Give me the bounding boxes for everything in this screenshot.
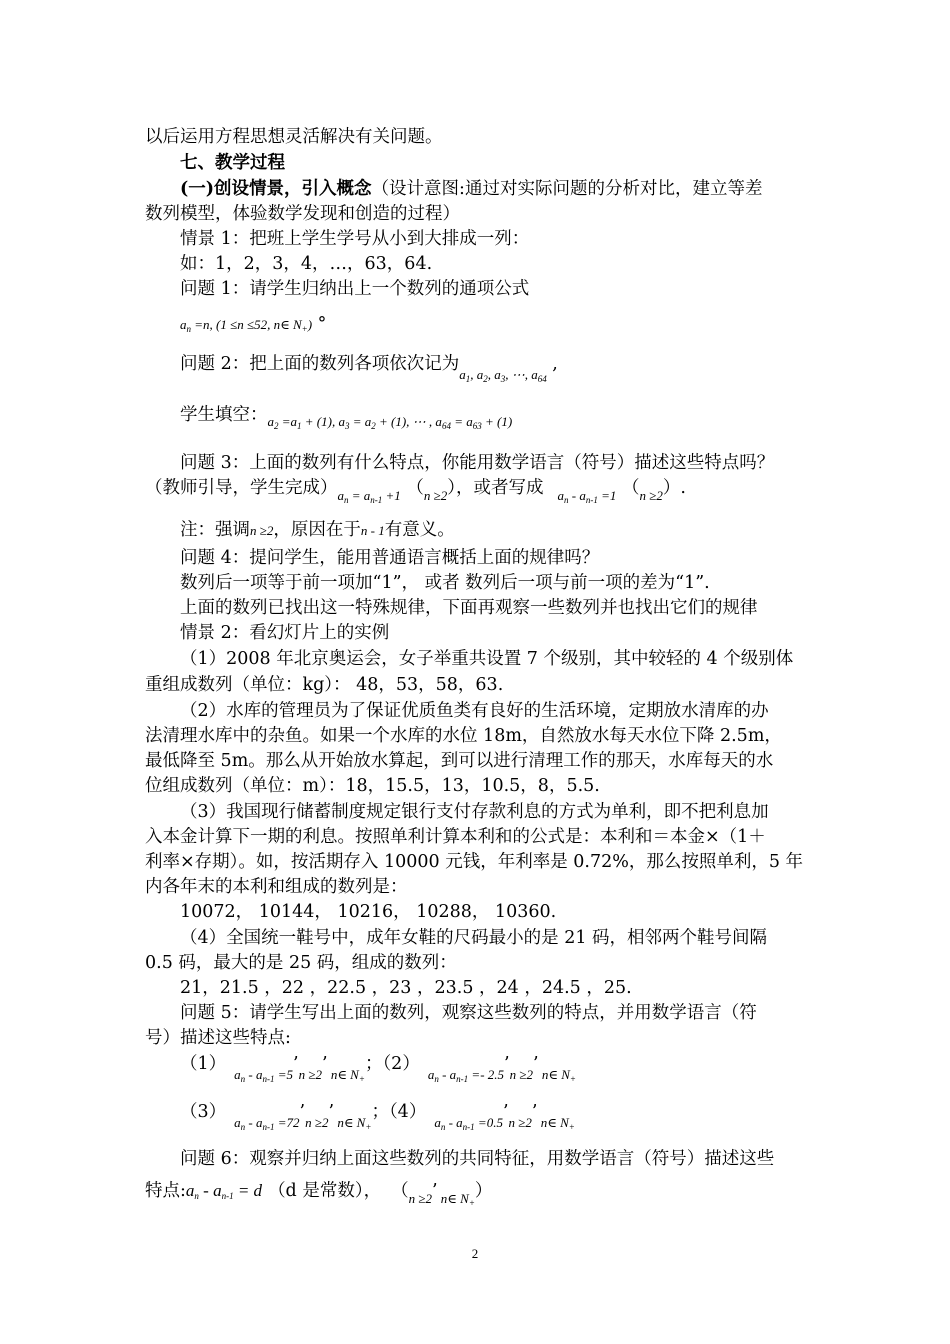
formula: an - an-1 =0.5 xyxy=(434,1115,503,1132)
formula: n ≥2 xyxy=(508,1115,532,1130)
text-line: （2）水库的管理员为了保证优质鱼类有良好的生活环境，定期放水清库的办 xyxy=(180,701,769,721)
formula: a2 =a1 + (1), a3 = a2 + (1), ⋯ , a64 = a63 + (1) xyxy=(267,414,513,431)
text-line: 位组成数列（单位：m）：18，15.5，13，10.5，8，5.5. xyxy=(145,776,600,796)
text-line: 21，21.5 ，22 ，22.5 ，23 ，23.5 ，24 ，24.5 ，25. xyxy=(180,978,632,998)
text-line: 上面的数列已找出这一特殊规律，下面再观察一些数列并也找出它们的规律 xyxy=(180,598,758,618)
text-span: ，或者写成 xyxy=(456,478,544,498)
formula: $a_n - a_{n-1} = d$ xyxy=(185,1181,263,1201)
text-line: 号）描述这些特点: xyxy=(145,1028,291,1048)
formula-constant: 72 xyxy=(286,1115,300,1130)
formula: n∈ N+ xyxy=(334,1115,372,1132)
subsection-heading: (一)创设情景，引入概念 xyxy=(180,179,372,199)
formula: n ≥2 xyxy=(408,1191,432,1206)
item-label: （2） xyxy=(382,1054,420,1074)
formula: an - an-1 =5 xyxy=(234,1067,294,1084)
text-line: 内各年末的本利和组成的数列是： xyxy=(145,877,408,897)
formula: n ≥2 xyxy=(305,1115,329,1130)
formula-constant: 5 xyxy=(286,1067,294,1082)
text-line: 问题 4：提问学生，能用普通语言概括上面的规律吗？ xyxy=(180,548,600,568)
formula: n - 1 xyxy=(360,523,385,538)
text-line: 特点$:a_n - a_{n-1} = d$ （d 是常数）， （$_{n \ge 2}$’ $_{n\in N_+}$） xyxy=(145,1181,493,1208)
formula-constant: 0.5 xyxy=(486,1115,503,1130)
text-line: 如：1，2，3，4，…，63，64. xyxy=(180,254,433,274)
formula: an - an-1 =- 2.5 xyxy=(427,1067,505,1084)
text-line: 10072， 10144， 10216， 10288， 10360. xyxy=(180,902,557,922)
formula-line: $a_n =n$, (1 ≤n ≤52, n∈ $N_+$) ° xyxy=(180,314,327,334)
formula: n ≥2 xyxy=(423,488,448,503)
formula: n ≥2 xyxy=(639,488,663,503)
formula-constant: 2.5 xyxy=(487,1067,505,1082)
text-line xyxy=(180,518,850,543)
text-span: （d 是常数）， xyxy=(268,1181,382,1201)
text-line xyxy=(180,177,850,202)
formula: an - an-1 =72 xyxy=(234,1115,300,1132)
text-span: 学生填空： xyxy=(180,405,268,425)
text-span: 有意义。 xyxy=(384,520,455,540)
text-line: （1）2008 年北京奥运会，女子举重共设置 7 个级别，其中较轻的 4 个级别体 xyxy=(180,649,794,669)
text-line: 问题 5：请学生写出上面的数列，观察这些数列的特点，并用数学语言（符 xyxy=(180,1003,757,1023)
text-line: 情景 2：看幻灯片上的实例 xyxy=(180,623,390,643)
text-line: 问题 6：观察并归纳上面这些数列的共同特征，用数学语言（符号）描述这些 xyxy=(180,1149,775,1169)
formula: n ≥2 xyxy=(509,1067,533,1082)
formula: n∈ N+ xyxy=(538,1067,576,1084)
text-line: 数列后一项等于前一项加“1”， 或者 数列后一项与前一项的差为“1”. xyxy=(180,573,710,593)
formula: a1, a2, a3, ⋯, a64 xyxy=(459,367,547,384)
formula-line: $(1)_{a_n - a_{n-1} =5}’_{n \ge 2}$’ $_{n\in N_+}$；$(2)_{a_n - a_{n-1} =- 2.5}’_{n \ge 2}$’ $_{n\in N_+}$ xyxy=(180,1054,576,1084)
text-line: 数列模型，体验数学发现和创造的过程） xyxy=(145,204,460,224)
text-line: 0.5 码，最大的是 25 码，组成的数列： xyxy=(145,953,457,973)
text-line xyxy=(180,403,850,433)
text-line: 法清理水库中的杂鱼。如果一个水库的水位 18m，自然放水每天水位下降 2.5m， xyxy=(145,726,782,746)
formula: an - an-1 =1 xyxy=(557,488,617,505)
formula: n ≥2 xyxy=(298,1067,322,1082)
text-span: 注：强调 xyxy=(180,520,250,540)
item-label: （1） xyxy=(180,1054,227,1074)
formula: an = an-1 +1 xyxy=(337,488,401,505)
text-span: （设计意图:通过对实际问题的分析对比，建立等差 xyxy=(371,179,763,199)
page-number: 2 xyxy=(471,1246,479,1261)
text-line: （3）我国现行储蓄制度规定银行支付存款利息的方式为单利，即不把利息加 xyxy=(180,802,769,822)
text-span: ，原因在于 xyxy=(273,520,361,540)
text-line: 重组成数列（单位：kg）： 48，53，58，63. xyxy=(145,675,504,695)
text-line: （教师引导，学生完成）$_{a_n = a_{n-1} +1}$ $(_{n \ge 2})$，或者写成 $_{a_n - a_{n-1} =1}$ $(_{n \ge 2})$. xyxy=(145,478,686,505)
text-line: 问题 3：上面的数列有什么特点，你能用数学语言（符号）描述这些特点吗？ xyxy=(180,453,775,473)
text-line: 入本金计算下一期的利息。按照单利计算本利和的公式是：本利和＝本金×（1＋ xyxy=(145,827,766,847)
text-line: 情景 1：把班上学生学号从小到大排成一列： xyxy=(180,229,530,249)
formula: $a_n =n$, (1 ≤n ≤52, n∈ $N_+$) xyxy=(180,317,313,334)
formula-line: $(3)_{a_n - a_{n-1} =72}’_{n \ge 2}$’ $_{n\in N_+}$；$(4)_{a_n - a_{n-1} =0.5}’_{n \ge 2}$’ $_{n\in N_+}$ xyxy=(180,1102,575,1132)
text-line: 最低降至 5m。那么从开始放水算起，到可以进行清理工作的那天，水库每天的水 xyxy=(145,751,774,771)
text-span: 问题 2：把上面的数列各项依次记为 xyxy=(180,354,460,374)
text-line: 以后运用方程思想灵活解决有关问题。 xyxy=(145,127,443,147)
formula: n∈ N+ xyxy=(537,1115,575,1132)
text-span: 特点: xyxy=(145,1181,186,1201)
text-span: （教师引导，学生完成） xyxy=(145,478,338,498)
text-line: 问题 2：把上面的数列各项依次记为$_{a_1, a_2, a_3, \cdots, a_{64}}$ , xyxy=(180,354,558,384)
formula: n∈ N+ xyxy=(327,1067,365,1084)
text-line: 问题 1：请学生归纳出上一个数列的通项公式 xyxy=(180,279,530,299)
item-label: （4） xyxy=(388,1102,427,1122)
text-line: （4）全国统一鞋号中，成年女鞋的尺码最小的是 21 码，相邻两个鞋号间隔 xyxy=(180,928,768,948)
formula: n∈ N+ xyxy=(437,1191,475,1208)
section-heading: 七、教学过程 xyxy=(180,153,285,173)
text-line: 利率×存期）。如，按活期存入 10000 元钱，年利率是 0.72%，那么按照单利，5 年 xyxy=(145,852,804,872)
item-label: （3） xyxy=(180,1102,227,1122)
formula: n ≥2 xyxy=(250,523,274,538)
